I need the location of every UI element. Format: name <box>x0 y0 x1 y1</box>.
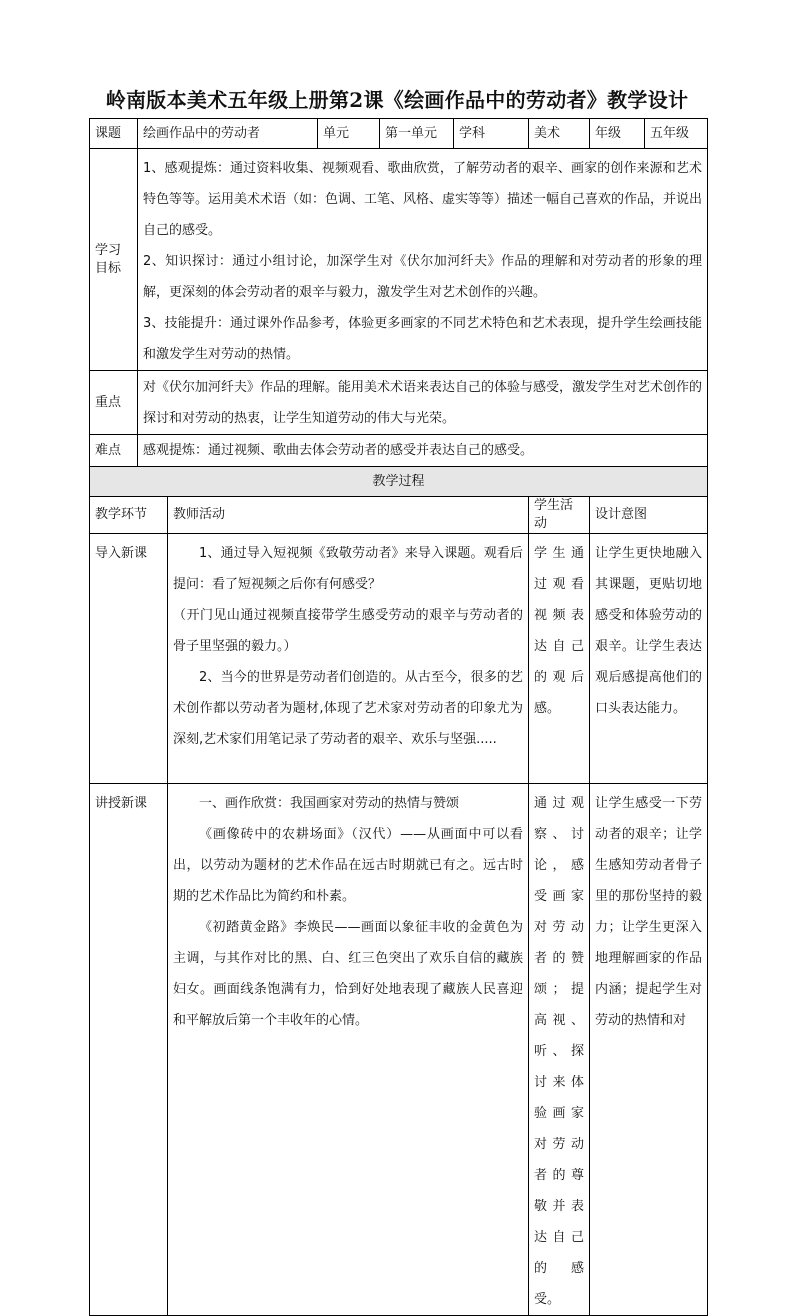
grade-label: 年级 <box>590 119 645 149</box>
teacher-activity-cell <box>168 784 529 1316</box>
topic-label: 课题 <box>90 119 138 149</box>
student-activity-cell <box>529 534 590 784</box>
column-stage: 教学环节 <box>90 497 168 534</box>
process-heading-row <box>90 467 708 497</box>
subject-value: 美术 <box>529 119 590 149</box>
process-heading: 教学过程 <box>90 467 708 497</box>
goals-label-line2: 目标 <box>95 260 122 276</box>
column-student: 学生活动 <box>529 497 590 534</box>
key-points-body: 对《伏尔加河纤夫》作品的理解。能用美术术语来表达自己的体验与感受，激发学生对艺术创作的探讨和对劳动的热衷，让学生知道劳动的伟大与光荣。 <box>143 379 703 426</box>
key-points-row <box>90 371 708 435</box>
column-teacher: 教师活动 <box>168 497 529 534</box>
goals-label <box>90 149 138 371</box>
student-activity-text: 通过观察、讨论，感受画家对劳动者的赞颂；提高视、听、探讨来体验画家对劳动者的尊敬并表达自己的感受。 <box>534 796 585 1307</box>
stage-name: 导入新课 <box>95 546 148 561</box>
design-intent-text: 让学生感受一下劳动者的艰辛；让学生感知劳动者骨子里的那份坚持的毅力；让学生更深入地理解画家的作品内涵；提起学生对劳动的热情和对 <box>595 796 703 1028</box>
goal-item: 3、技能提升：通过课外作品参考，体验更多画家的不同艺术特色和艺术表现，提升学生绘画技能和激发学生对劳动的热情。 <box>143 316 703 362</box>
column-intent: 设计意图 <box>590 497 708 534</box>
unit-value: 第一单元 <box>380 119 454 149</box>
process-row <box>90 784 708 1316</box>
process-columns-row <box>90 497 708 534</box>
unit-label: 单元 <box>318 119 380 149</box>
page-title: 岭南版本美术五年级上册第2课《绘画作品中的劳动者》教学设计 <box>105 88 689 112</box>
teacher-paragraph: 2、当今的世界是劳动者们创造的。从古至今，很多的艺术创作都以劳动者为题材,体现了艺术家对劳动者的印象尤为深刻,艺术家们用笔记录了劳动者的艰辛、欢乐与坚强..... <box>173 670 524 747</box>
key-points-label: 重点 <box>90 371 138 435</box>
teacher-paragraph: 1、通过导入短视频《致敬劳动者》来导入课题。观看后提问：看了短视频之后你有何感受？ <box>173 546 524 592</box>
design-intent-cell <box>590 784 708 1316</box>
lesson-plan-table <box>89 118 708 1316</box>
grade-value: 五年级 <box>645 119 708 149</box>
subject-label: 学科 <box>454 119 529 149</box>
student-activity-text: 学生通过观看视频表达自己的观后感。 <box>534 546 585 716</box>
goal-item: 2、知识探讨：通过小组讨论，加深学生对《伏尔加河纤夫》作品的理解和对劳动者的形象的理解，更深刻的体会劳动者的艰辛与毅力，激发学生对艺术创作的兴趣。 <box>143 254 703 300</box>
teacher-paragraph: 《画像砖中的农耕场面》（汉代）——从画面中可以看出，以劳动为题材的艺术作品在远古时期就已有之。远古时期的艺术作品比为简约和朴素。 <box>173 827 524 904</box>
teacher-paragraph: 一、画作欣赏：我国画家对劳动的热情与赞颂 <box>199 796 460 811</box>
stage-name: 讲授新课 <box>95 796 148 811</box>
process-row <box>90 534 708 784</box>
goals-row <box>90 149 708 371</box>
goal-item: 1、感观提炼：通过资料收集、视频观看、歌曲欣赏，了解劳动者的艰辛、画家的创作来源和艺术特色等等。运用美术术语（如：色调、工笔、风格、虚实等等）描述一幅自己喜欢的作品，并说出自己的感受。 <box>143 161 703 238</box>
teacher-activity-cell <box>168 534 529 784</box>
stage-cell <box>90 534 168 784</box>
stage-cell <box>90 784 168 1316</box>
difficulties-row <box>90 435 708 467</box>
teacher-paragraph: （开门见山通过视频直接带学生感受劳动的艰辛与劳动者的骨子里坚强的毅力。） <box>173 608 524 654</box>
design-intent-text: 让学生更快地融入其课题，更贴切地感受和体验劳动的艰辛。让学生表达观后感提高他们的口头表达能力。 <box>595 546 703 716</box>
goals-label-line1: 学习 <box>95 242 122 258</box>
teacher-paragraph: 《初踏黄金路》李焕民——画面以象征丰收的金黄色为主调，与其作对比的黑、白、红三色突出了欢乐自信的藏族妇女。画面线条饱满有力，恰到好处地表现了藏族人民喜迎和平解放后第一个丰收年的心情。 <box>173 920 524 1028</box>
goals-content <box>138 149 708 371</box>
difficulties-text: 感观提炼：通过视频、歌曲去体会劳动者的感受并表达自己的感受。 <box>138 435 708 467</box>
topic-value: 绘画作品中的劳动者 <box>138 119 318 149</box>
design-intent-cell <box>590 534 708 784</box>
key-points-text <box>138 371 708 435</box>
student-activity-cell <box>529 784 590 1316</box>
difficulties-label: 难点 <box>90 435 138 467</box>
header-row <box>90 119 708 149</box>
